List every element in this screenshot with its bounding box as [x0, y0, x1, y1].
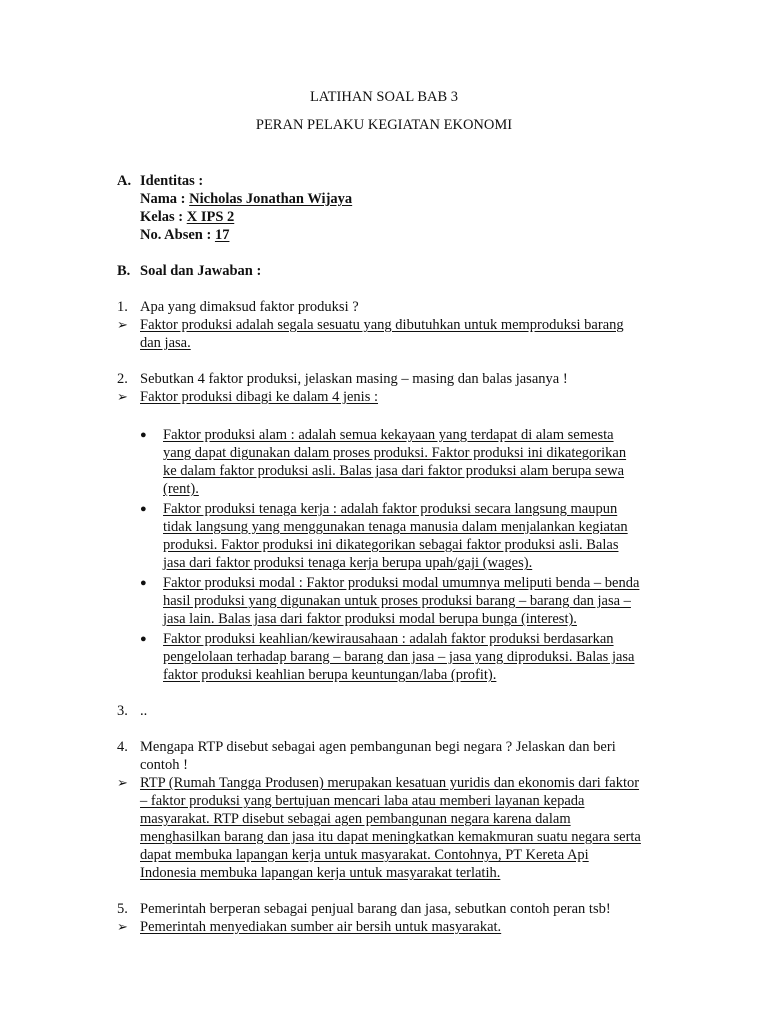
bullet-icon: ● [140, 633, 147, 645]
nama-line [140, 190, 352, 208]
kelas-label: Kelas : [140, 209, 187, 225]
bullet-line: pengelolaan terhadap barang – barang dan jasa – jasa yang diproduksi. Balas jasa [163, 649, 635, 665]
nama-label: Nama : [140, 191, 190, 207]
answer-line: Faktor produksi dibagi ke dalam 4 jenis : [140, 389, 379, 405]
question-number: 5. [117, 901, 128, 917]
bullet-icon: ● [140, 577, 147, 589]
question-number: 1. [117, 299, 128, 315]
question-text: Sebutkan 4 faktor produksi, jelaskan masing – masing dan balas jasanya ! [140, 371, 568, 387]
bullet-line: faktor produksi keahlian berupa keuntungan/laba (profit). [163, 667, 497, 683]
document-subtitle: PERAN PELAKU KEGIATAN EKONOMI [255, 117, 513, 133]
bullet-line: yang dapat digunakan dalam proses produksi. Faktor produksi ini dikategorikan [163, 445, 627, 461]
bullet-line: ke dalam faktor produksi asli. Balas jasa dari faktor produksi alam berupa sewa [163, 463, 625, 479]
arrow-bullet-icon: ➢ [117, 317, 128, 332]
arrow-bullet-icon: ➢ [117, 919, 128, 934]
question-text: contoh ! [140, 757, 188, 773]
absen-label: No. Absen : [140, 227, 215, 243]
bullet-line: Faktor produksi alam : adalah semua kekayaan yang terdapat di alam semesta [163, 427, 614, 443]
answer-line: dapat membuka lapangan kerja untuk masyarakat. Contohnya, PT Kereta Api [140, 847, 589, 863]
question-number: 4. [117, 739, 128, 755]
bullet-line: produksi. Faktor produksi ini dikategorikan sebagai faktor produksi asli. Balas [163, 537, 619, 553]
answer-line: menghasilkan barang dan jasa itu dapat meningkatkan kemakmuran suatu negara serta [140, 829, 641, 845]
answer-line: Indonesia membuka lapangan kerja untuk masyarakat terlatih. [140, 865, 501, 881]
absen-value: 17 [214, 227, 230, 243]
section-b-marker: B. [117, 263, 131, 279]
answer-line: Faktor produksi adalah segala sesuatu yang dibutuhkan untuk memproduksi barang [140, 317, 624, 333]
section-a-heading: Identitas : [140, 173, 204, 189]
question-number: 3. [117, 703, 128, 719]
question-number: 2. [117, 371, 128, 387]
answer-line: RTP (Rumah Tangga Produsen) merupakan kesatuan yuridis dan ekonomis dari faktor [140, 775, 640, 791]
answer-line: dan jasa. [140, 335, 191, 351]
kelas-value: X IPS 2 [186, 209, 235, 225]
bullet-icon: ● [140, 429, 147, 441]
question-text: Mengapa RTP disebut sebagai agen pembangunan begi negara ? Jelaskan dan beri [140, 739, 616, 755]
answer-line: Pemerintah menyediakan sumber air bersih untuk masyarakat. [140, 919, 502, 935]
question-text: .. [140, 703, 148, 719]
bullet-line: (rent). [163, 481, 199, 497]
arrow-bullet-icon: ➢ [117, 775, 128, 790]
arrow-bullet-icon: ➢ [117, 389, 128, 404]
answer-line: masyarakat. RTP disebut sebagai agen pembangunan negara karena dalam [140, 811, 571, 827]
bullet-line: tidak langsung yang menggunakan tenaga manusia dalam menjalankan kegiatan [163, 519, 628, 535]
bullet-line: Faktor produksi tenaga kerja : adalah faktor produksi secara langsung maupun [163, 501, 618, 517]
answer-line: – faktor produksi yang bertujuan mencari laba atau memberi layanan kepada [140, 793, 585, 809]
question-text: Apa yang dimaksud faktor produksi ? [140, 299, 359, 315]
document-title: LATIHAN SOAL BAB 3 [309, 89, 459, 105]
bullet-line: jasa dari faktor produksi tenaga kerja berupa upah/gaji (wages). [163, 555, 533, 571]
section-b-heading: Soal dan Jawaban : [140, 263, 262, 279]
section-a-marker: A. [117, 173, 132, 189]
bullet-line: hasil produksi yang digunakan untuk proses produksi barang – barang dan jasa – [163, 593, 631, 609]
bullet-line: Faktor produksi modal : Faktor produksi modal umumnya meliputi benda – benda [163, 575, 640, 591]
kelas-line [140, 208, 234, 226]
bullet-line: jasa lain. Balas jasa dari faktor produksi modal berupa bunga (interest). [163, 611, 577, 627]
absen-line [140, 226, 229, 244]
bullet-icon: ● [140, 503, 147, 515]
nama-value: Nicholas Jonathan Wijaya [189, 191, 353, 207]
question-text: Pemerintah berperan sebagai penjual barang dan jasa, sebutkan contoh peran tsb! [140, 901, 611, 917]
bullet-line: Faktor produksi keahlian/kewirausahaan : adalah faktor produksi berdasarkan [163, 631, 614, 647]
